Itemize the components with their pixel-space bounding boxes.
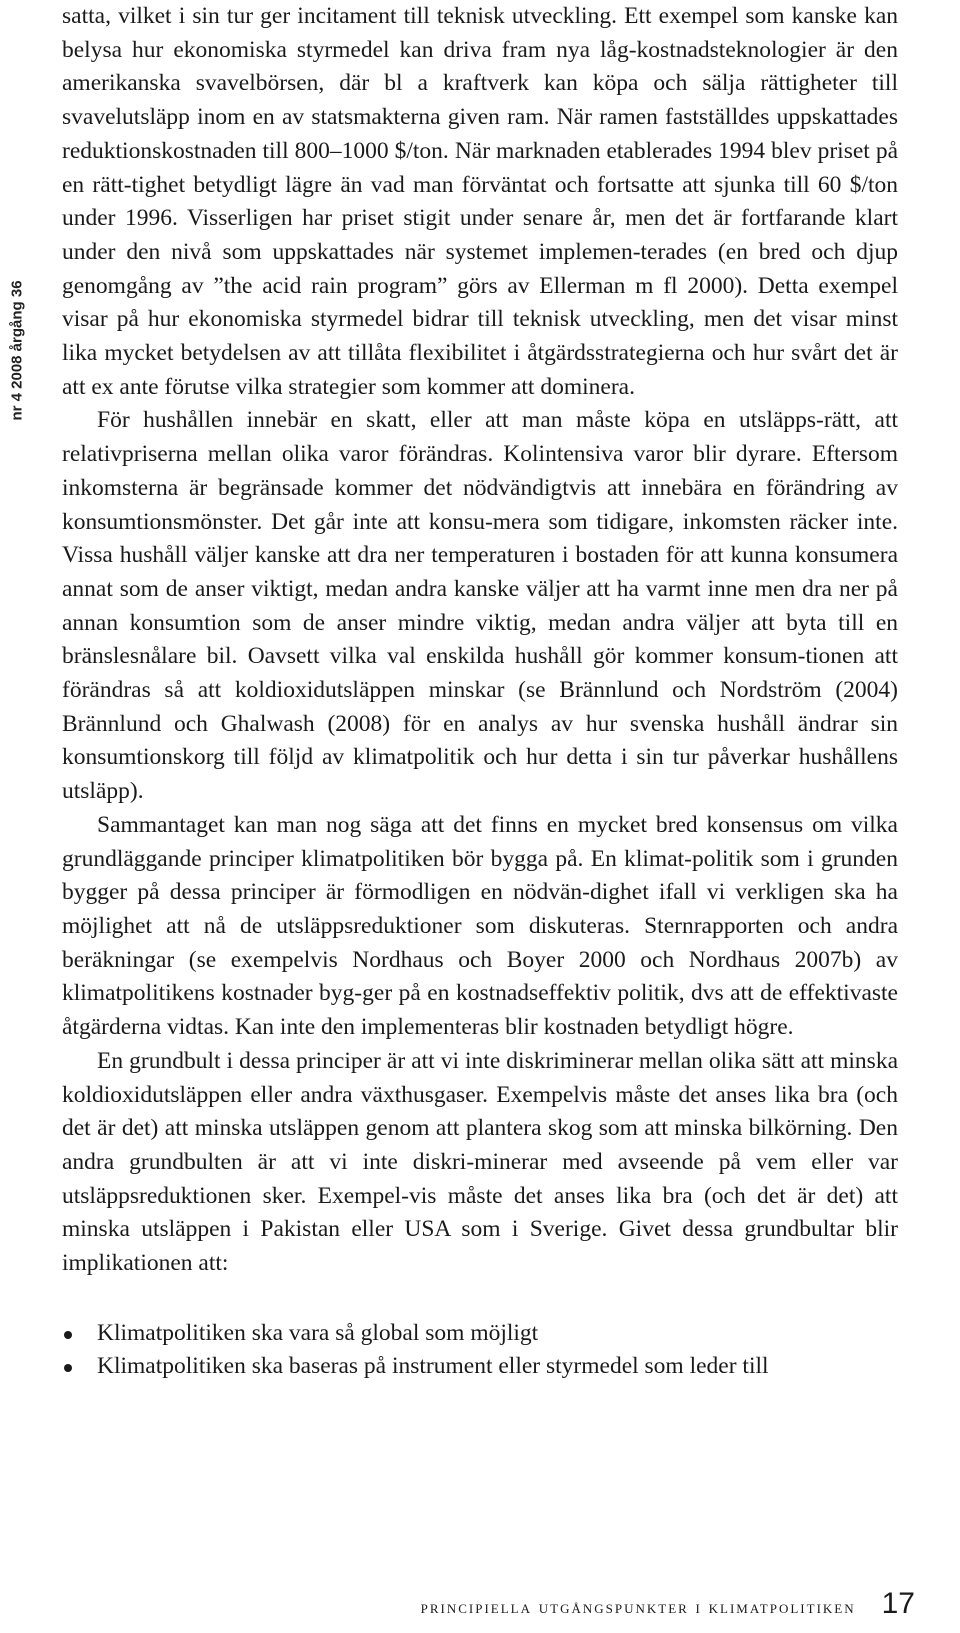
paragraph: Sammantaget kan man nog säga att det finns en mycket bred konsensus om vilka grundläggande principer klimatpolitiken bör bygga på. En klimat-politik som i grunden bygger på dessa principer är förmodligen en nödvän-dighet ifall vi verkligen ska ha möjlighet att nå de utsläppsreduktioner som diskuteras. Sternrapporten och andra beräkningar (se exempelvis Nordhaus och Boyer 2000 och Nordhaus 2007b) av klimatpolitikens kostnader byg-ger på en kostnadseffektiv politik, dvs att de effektivaste åtgärderna vidtas. Kan inte den implementeras blir kostnaden betydligt högre.	[62, 811, 898, 1041]
bullet-dot-icon	[64, 1364, 72, 1372]
bullet-text: Klimatpolitiken ska vara så global som möjligt	[97, 1319, 539, 1346]
bullet-dot-icon	[64, 1331, 72, 1339]
article-body	[62, 0, 898, 1384]
paragraph: satta, vilket i sin tur ger incitament till teknisk utveckling. Ett exempel som kanske kan belysa hur ekonomiska styrmedel kan driva fram nya låg-kostnadsteknologier är den amerikanska svavelbörsen, där bl a kraftverk kan köpa och sälja rättigheter till svavelutsläpp inom en av statsmakterna given ram. När ramen fastställdes uppskattades reduktionskostnaden till 800–1000 $/ton. När marknaden etablerades 1994 blev priset på en rätt-tighet betydligt lägre än vad man förväntat och fortsatte att sjunka till 60 $/ton under 1996. Visserligen har priset stigit under senare år, men det är fortfarande klart under den nivå som uppskattades när systemet implemen-terades (en bred och djup genomgång av ”the acid rain program” görs av Ellerman m fl 2000). Detta exempel visar på hur ekonomiska styrmedel bidrar till teknisk utveckling, men det visar minst lika mycket betydelsen av att tillåta flexibilitet i åtgärdsstrategierna och hur svårt det är att ex ante förutse vilka strategier som kommer att dominera.	[62, 3, 898, 400]
bullet-text: Klimatpolitiken ska baseras på instrument eller styrmedel som leder till	[97, 1353, 769, 1380]
bullet-item	[62, 1317, 898, 1351]
page-footer	[421, 1587, 915, 1621]
running-title: principiella utgångspunkter i klimatpolitiken	[420, 1597, 856, 1618]
bullet-list	[62, 1317, 898, 1384]
paragraph: För hushållen innebär en skatt, eller att man måste köpa en utsläpps-rätt, att relativpriserna mellan olika varor förändras. Kolintensiva varor blir dyrare. Eftersom inkomsterna är begränsade kommer det nödvändigtvis att innebära en förändring av konsumtionsmönster. Det går inte att konsu-mera som tidigare, inkomsten räcker inte. Vissa hushåll väljer kanske att dra ner temperaturen i bostaden för att kunna konsumera annat som de anser viktigt, medan andra kanske väljer att ha varmt inne men dra ner på annan konsumtion som de anser mindre viktig, medan andra väljer att byta till en bränslesnålare bil. Oavsett vilka val enskilda hushåll gör kommer konsum-tionen att förändras så att koldioxidutsläppen minskar (se Brännlund och Nordström (2004) Brännlund och Ghalwash (2008) för en analys av hur svenska hushåll ändrar sin konsumtionskorg till följd av klimatpolitik och hur detta i sin tur påverkar hushållens utsläpp).	[62, 407, 898, 805]
page-number: 17	[881, 1587, 915, 1620]
issue-label-text: nr 4 2008 årgång 36	[8, 279, 26, 421]
issue-label	[0, 255, 34, 445]
paragraph: En grundbult i dessa principer är att vi inte diskriminerar mellan olika sätt att minska koldioxidutsläppen eller andra växthusgaser. Exempelvis måste det anses lika bra (och det är det) att minska utsläppen genom att plantera skog som att minska bilkörning. Den andra grundbulten är att vi inte diskri-minerar med avseende på vem eller var utsläppsreduktionen sker. Exempel-vis måste det anses lika bra (och det är det) att minska utsläppen i Pakistan eller USA som i Sverige. Givet dessa grundbultar blir implikationen att:	[62, 1047, 898, 1277]
bullet-item	[62, 1350, 898, 1384]
